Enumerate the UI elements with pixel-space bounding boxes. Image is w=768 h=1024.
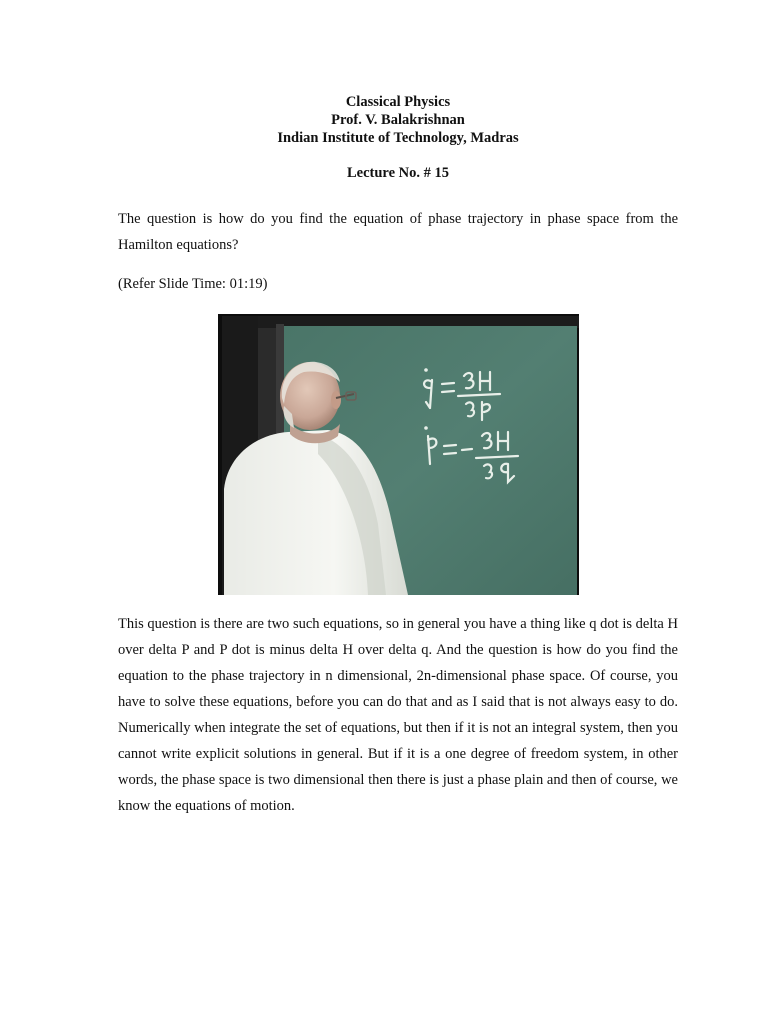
blackboard-image (218, 314, 579, 595)
professor-name: Prof. V. Balakrishnan (331, 112, 465, 128)
document-header (118, 93, 678, 147)
lecture-video-frame (218, 314, 579, 595)
intro-paragraph: The question is how do you find the equation of phase trajectory in phase space from the Hamilton equations? (118, 211, 678, 253)
institute-name: Indian Institute of Technology, Madras (277, 130, 519, 146)
lecture-number: Lecture No. # 15 (346, 165, 450, 181)
refer-slide-time: (Refer Slide Time: 01:19) (118, 276, 268, 292)
body-paragraph: This question is there are two such equations, so in general you have a thing like q dot is delta H over delta P and P dot is minus delta H over delta q. And the question is how do you find the equation to the phase trajectory in n dimensional, 2n-dimensional phase space. Of course, you have to solve these equations, before you can do that and as I said that is not always easy to do. Numerically when integrate the set of equations, but then if it is not an integral system, then you cannot write explicit solutions in general. But if it is a one degree of freedom system, in other words, the phase space is two dimensional then there is just a phase plain and then of course, we know the equations of motion. (118, 616, 678, 814)
course-title: Classical Physics (345, 94, 451, 110)
